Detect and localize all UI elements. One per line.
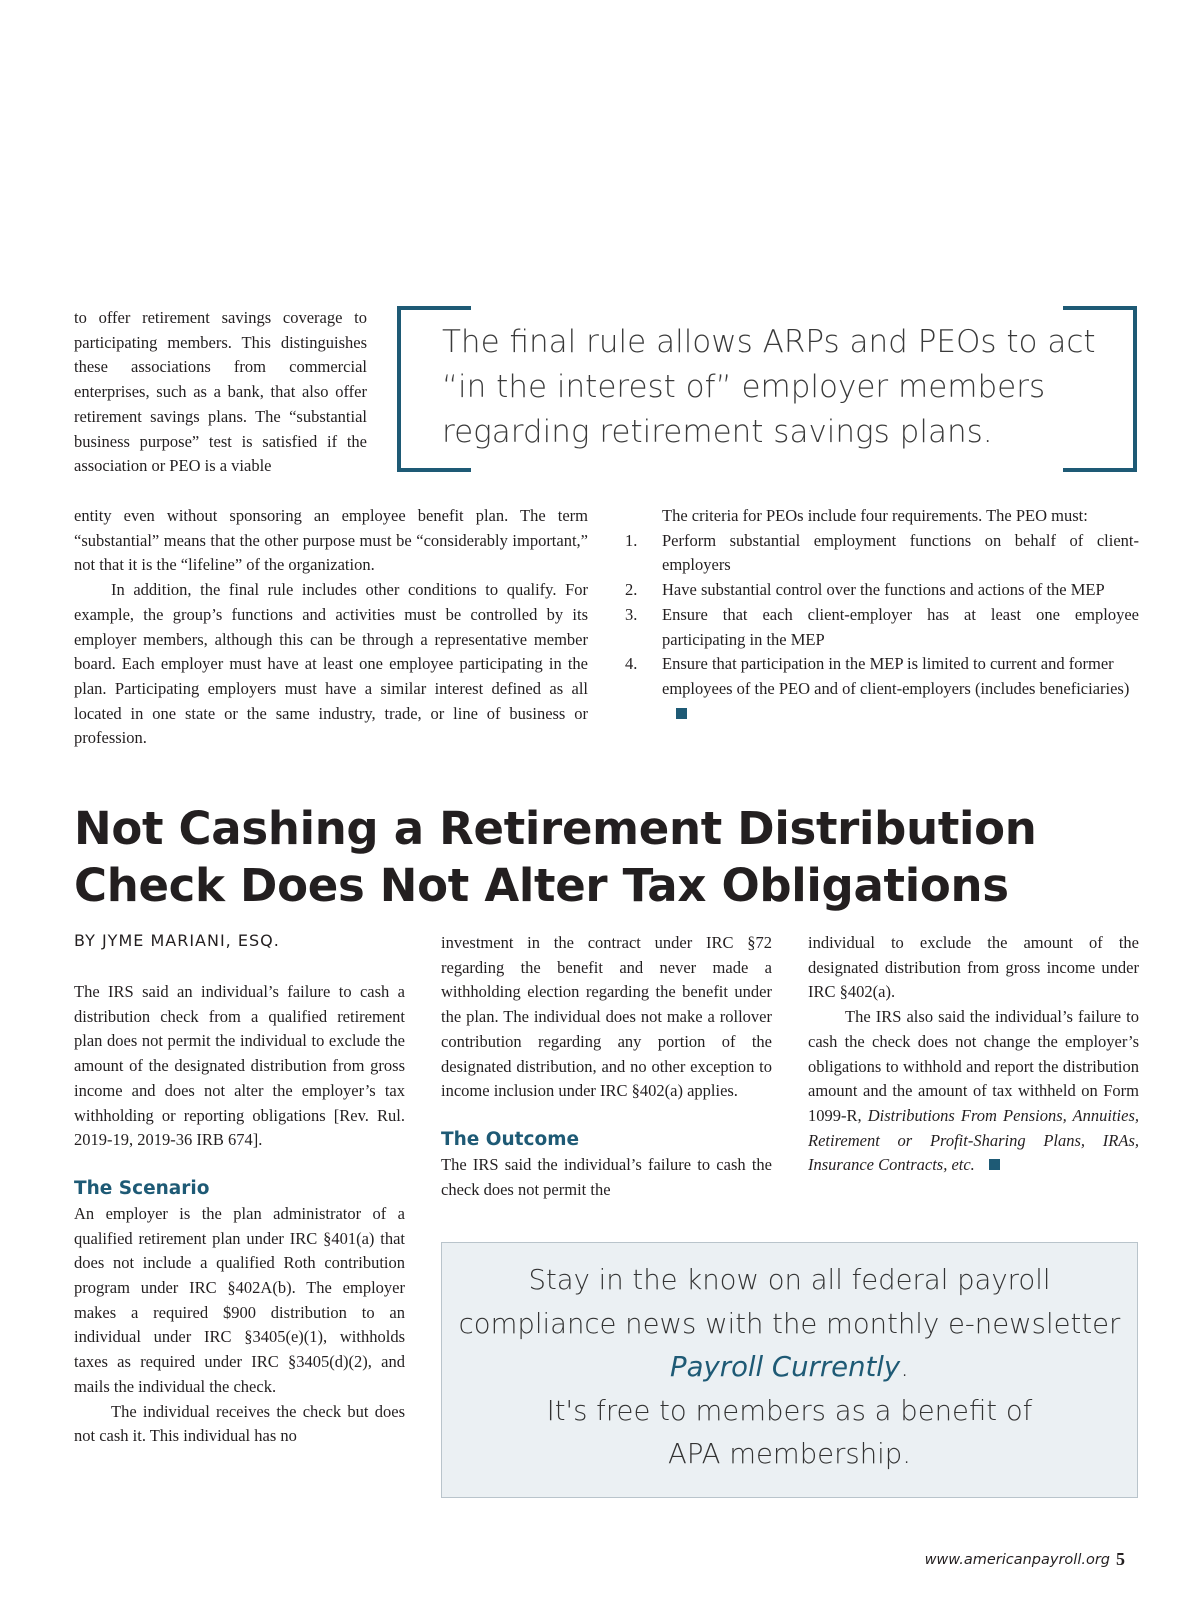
headline-line-2: Check Does Not Alter Tax Obligations <box>74 859 1009 912</box>
end-of-article-mark <box>989 1159 1000 1170</box>
conditions-paragraph: In addition, the final rule includes other conditions to qualify. For example, the group’s functions and activities must be controlled by its employer members, although this can be through a representative member board. Each employer must have at least one employee participating in the plan. Participating employers must have a similar interest defined as all located in one state or the same industry, trade, or line of business or profession. <box>74 580 588 748</box>
column-2-continued: investment in the contract under IRC §72 regarding the benefit and never made a withholding election regarding the benefit under the plan. The individual does not make a rollover contribution regarding any portion of the designated distribution, and no other exception to income inclusion under IRC §402(a) applies. <box>441 933 772 1101</box>
lead-paragraph: The IRS said an individual’s failure to cash a distribution check from a qualified retirement plan does not permit the individual to exclude the amount of the designated distribution from gross income and does not alter the employer’s tax withholding or reporting obligations [Rev. Rul. 2019-19, 2019-36 IRB 674]. <box>74 982 405 1150</box>
page-number: 5 <box>1116 1549 1125 1569</box>
article-column-1 <box>74 980 405 1449</box>
criteria-item: 1. Perform substantial employment functions on behalf of client-employers <box>625 530 1139 575</box>
newsletter-promo-box <box>441 1242 1138 1498</box>
end-of-article-mark <box>676 708 687 719</box>
scenario-paragraph-2: The individual receives the check but does not cash it. This individual has no <box>74 1401 405 1446</box>
scenario-paragraph: An employer is the plan administrator of a qualified retirement plan under IRC §401(a) that does not include a qualified Roth contribution program under IRC §402A(b). The employer makes a required $900 distribution to an individual under IRC §3405(e)(1), withholds taxes as required under IRC §3405(d)(2), and mails the individual the check. <box>74 1203 405 1396</box>
criteria-item: 3. Ensure that each client-employer has at least one employee participating in the MEP <box>625 604 1139 649</box>
intro-continued: entity even without sponsoring an employee benefit plan. The term “substantial” means that the other purpose must be “considerably important,” not that it is the “lifeline” of the organization. <box>74 506 588 575</box>
criteria-item: 2. Have substantial control over the functions and actions of the MEP <box>625 580 1105 600</box>
criteria-list <box>625 529 1139 727</box>
criteria-intro: The criteria for PEOs include four requirements. The PEO must: <box>662 506 1088 525</box>
outcome-heading: The Outcome <box>441 1128 580 1150</box>
criteria-item: 4. Ensure that participation in the MEP is limited to current and former employees of the PEO and of client-employers (includes beneficiaries) <box>625 652 1139 726</box>
pull-quote-text: The final rule allows ARPs and PEOs to act “in the interest of” employer members regarding retirement savings plans. <box>442 324 1096 450</box>
article-headline <box>74 800 1074 914</box>
promo-line-3: Payroll Currently. <box>670 1351 909 1383</box>
article-column-2 <box>441 931 772 1202</box>
article-column-3 <box>808 931 1139 1178</box>
intro-text-narrow: to offer retirement savings coverage to participating members. This distinguishes these associations from commercial enterprises, such as a bank, that also offer retirement savings plans. The “substantial business purpose” test is satisfied if the association or PEO is a viable <box>74 308 367 476</box>
outcome-paragraph: The IRS said the individual’s failure to cash the check does not permit the <box>441 1154 772 1199</box>
byline: BY JYME MARIANI, ESQ. <box>74 931 280 950</box>
scenario-heading: The Scenario <box>74 1177 210 1199</box>
promo-line-1: Stay in the know on all federal payroll <box>528 1264 1051 1296</box>
employer-obligations-paragraph: The IRS also said the individual’s failure to cash the check does not change the employer’s obligations to withhold and report the distribution amount and the amount of tax withheld on Form 1099-R, Distributions From Pensions, Annuities, Retirement or Profit-Sharing Plans, IRAs, Insurance Contracts, etc. <box>808 1007 1139 1175</box>
column-3-continued: individual to exclude the amount of the designated distribution from gross income under IRC §402(a). <box>808 933 1139 1002</box>
newsletter-name: Payroll Currently <box>670 1351 901 1383</box>
promo-line-5: APA membership. <box>668 1438 911 1470</box>
pull-quote <box>397 306 1137 472</box>
intro-text-wide <box>74 504 588 751</box>
headline-line-1: Not Cashing a Retirement Distribution <box>74 802 1037 855</box>
form-1099r-title: Distributions From Pensions, Annuities, Retirement or Profit-Sharing Plans, IRAs, Insurance Contracts, etc. <box>808 1105 1139 1175</box>
footer-url: www.americanpayroll.org <box>924 1552 1110 1568</box>
peo-criteria <box>625 504 1139 726</box>
promo-line-2: compliance news with the monthly e-newsletter <box>458 1307 1121 1340</box>
promo-line-4: It's free to members as a benefit of <box>546 1394 1033 1427</box>
